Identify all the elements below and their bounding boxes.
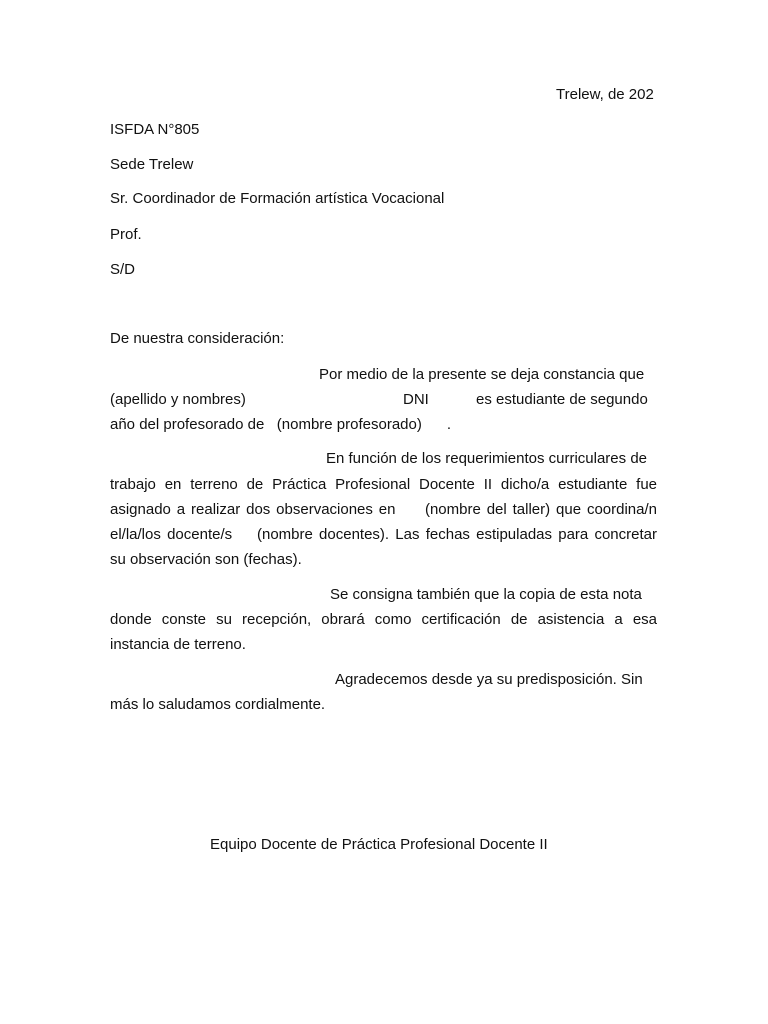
salutation: De nuestra consideración: bbox=[110, 330, 285, 347]
paragraph4-line1: Agradecemos desde ya su predisposición. Sin bbox=[335, 671, 643, 688]
paragraph1-line2-end: es estudiante de segundo bbox=[476, 391, 648, 408]
date-line: Trelew, de 202 bbox=[556, 86, 654, 103]
paragraph4-line2: más lo saludamos cordialmente. bbox=[110, 696, 326, 713]
recipient-sd: S/D bbox=[110, 261, 136, 278]
student-name-placeholder: (apellido y nombres) bbox=[110, 391, 246, 408]
paragraph2-line2: trabajo en terreno de Práctica Profesional Docente II dicho/a estudiante fue bbox=[110, 476, 657, 493]
paragraph2-line1: En función de los requerimientos curriculares de bbox=[326, 450, 647, 467]
dni-label: DNI bbox=[403, 391, 429, 408]
paragraph3-line2: donde conste su recepción, obrará como certificación de asistencia a esa bbox=[110, 611, 657, 628]
paragraph3-line1: Se consigna también que la copia de esta nota bbox=[330, 586, 642, 603]
recipient-prof: Prof. bbox=[110, 226, 142, 243]
paragraph1-line3: año del profesorado de (nombre profesorado) . bbox=[110, 416, 452, 433]
paragraph2-line3: asignado a realizar dos observaciones en (nombre del taller) que coordina/n bbox=[110, 501, 657, 518]
institution-site: Sede Trelew bbox=[110, 156, 194, 173]
institution-name: ISFDA N°805 bbox=[110, 121, 200, 138]
paragraph2-line5: su observación son (fechas). bbox=[110, 551, 302, 568]
paragraph2-line4: el/la/los docente/s (nombre docentes). Las fechas estipuladas para concretar bbox=[110, 526, 657, 543]
recipient-title: Sr. Coordinador de Formación artística Vocacional bbox=[110, 190, 445, 207]
signature-line: Equipo Docente de Práctica Profesional Docente II bbox=[210, 836, 548, 853]
paragraph1-line1: Por medio de la presente se deja constancia que bbox=[319, 366, 645, 383]
paragraph3-line3: instancia de terreno. bbox=[110, 636, 246, 653]
